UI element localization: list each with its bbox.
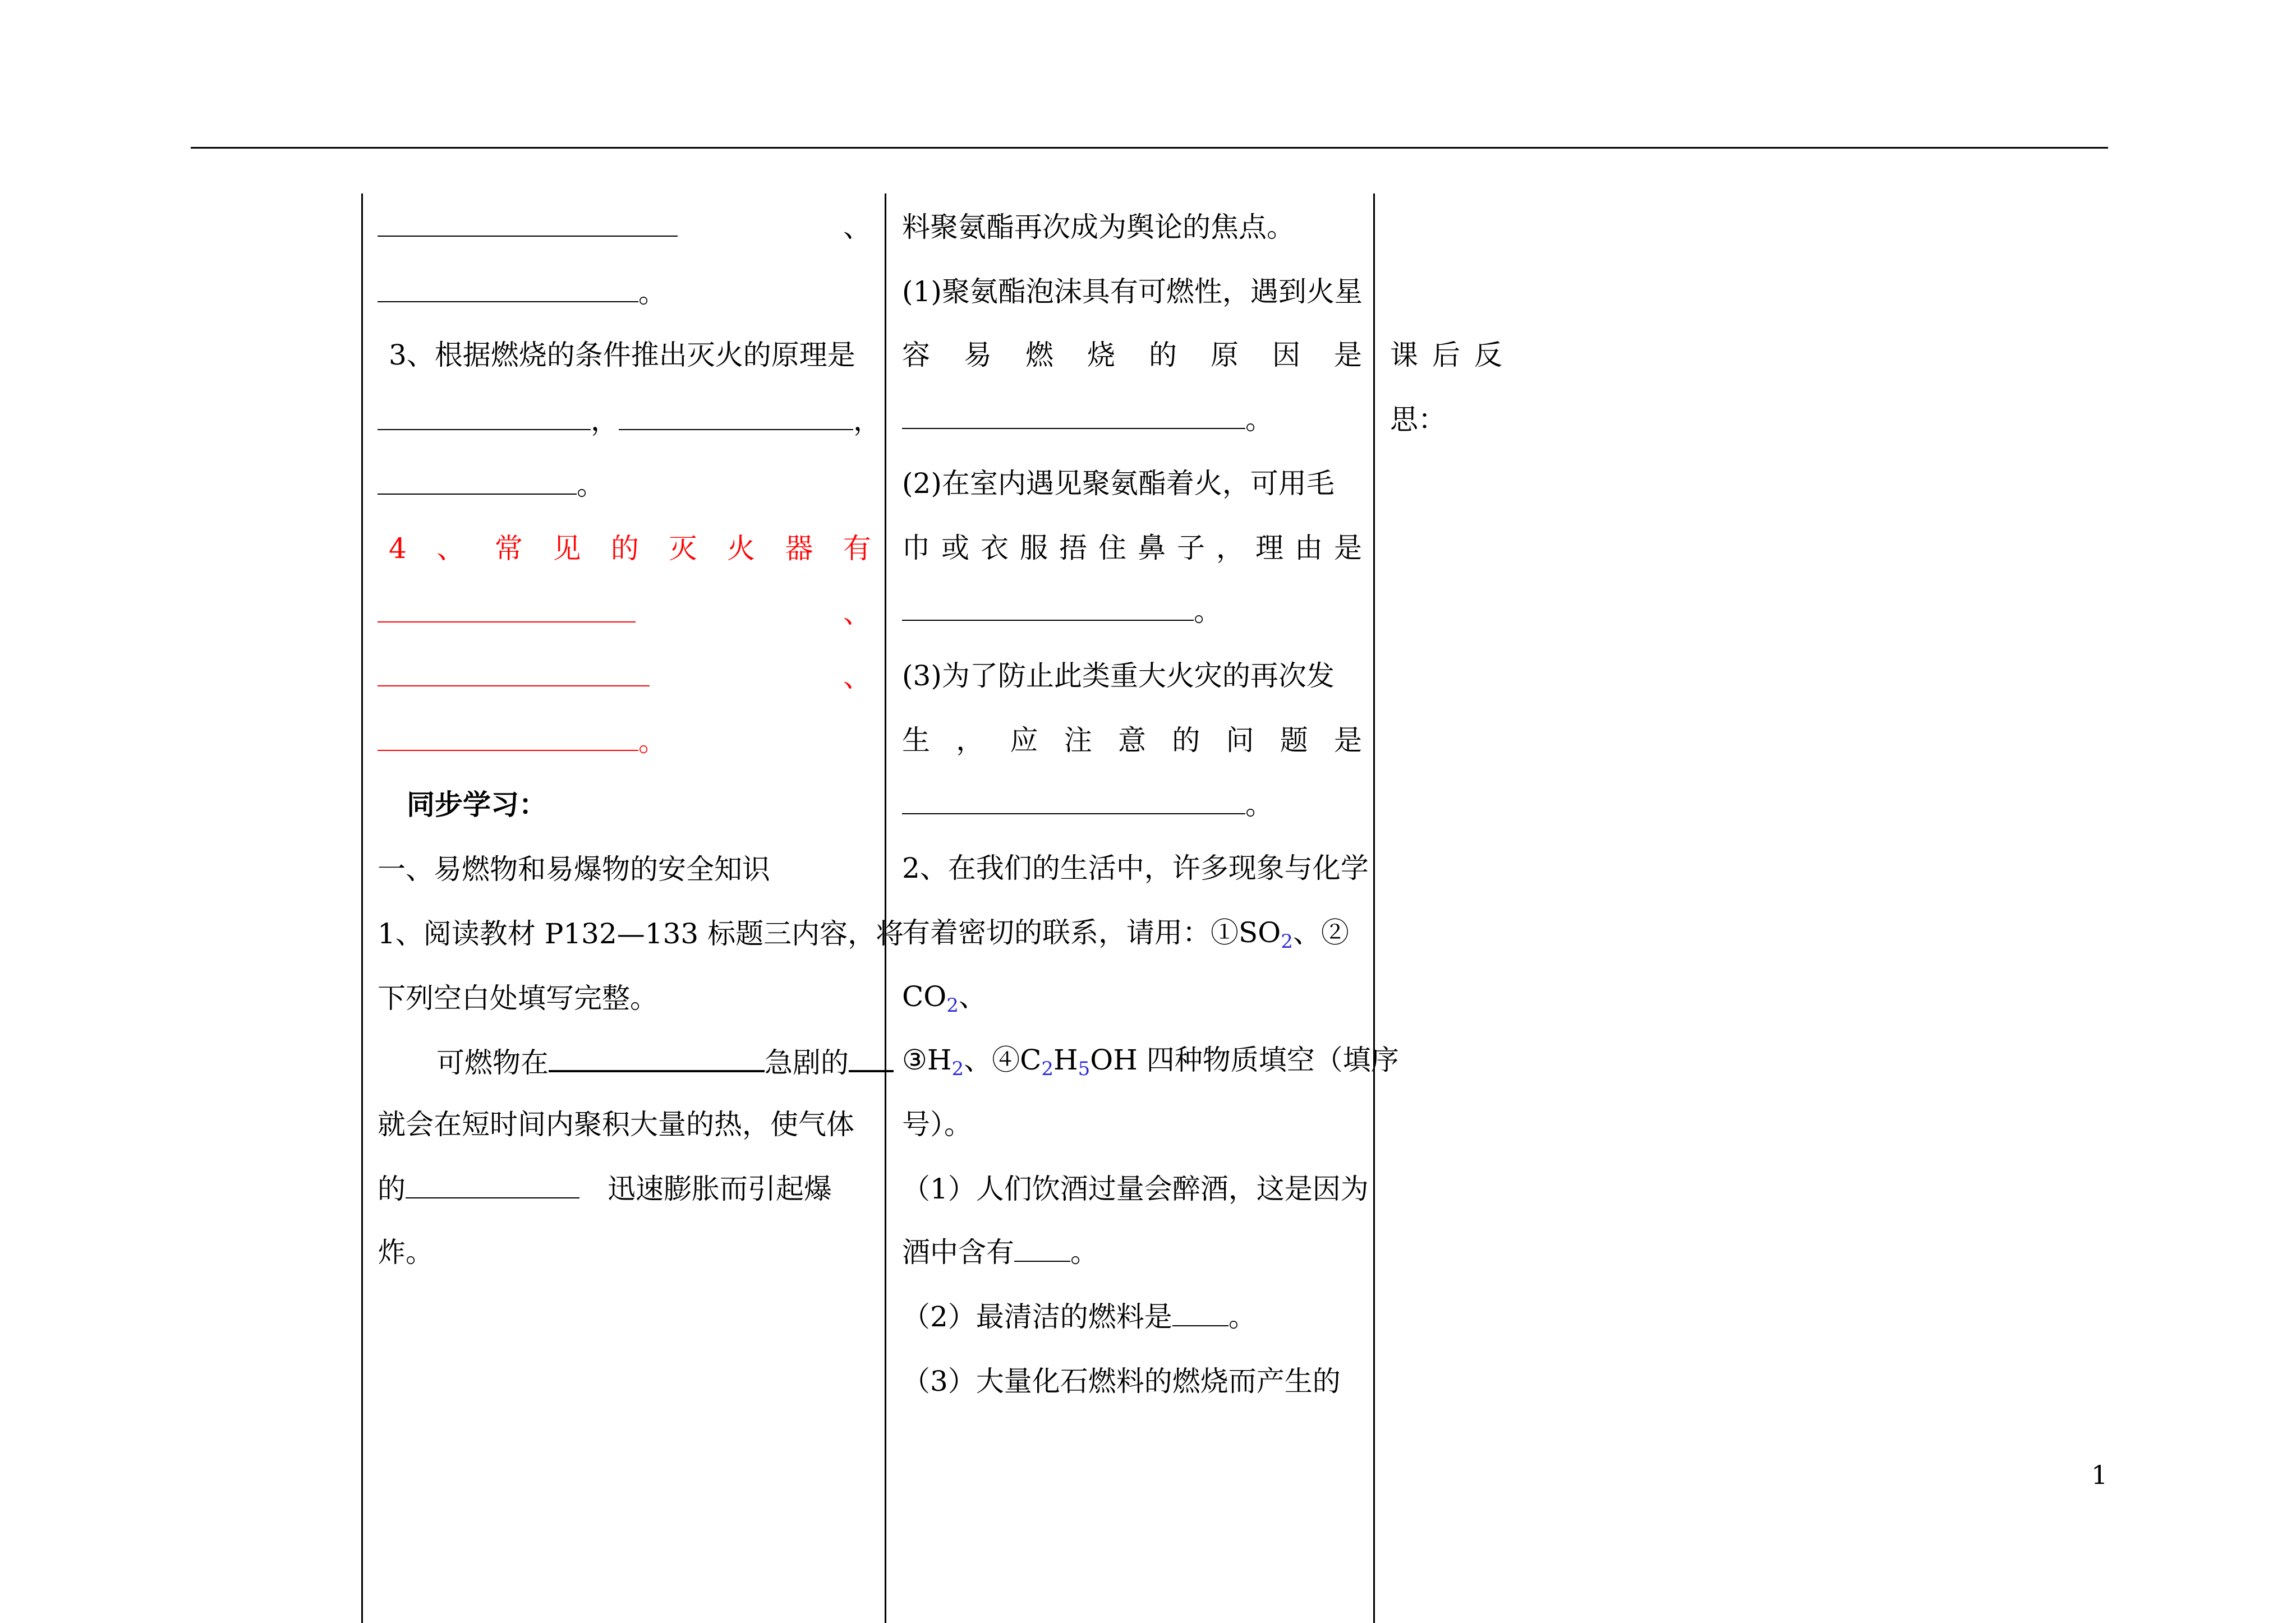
period: 。 xyxy=(638,725,666,758)
part2-line-2 xyxy=(902,913,1349,961)
text: 、② xyxy=(1292,916,1349,949)
extinguisher-answer-2 xyxy=(378,657,871,697)
fill-blank[interactable] xyxy=(902,592,1194,621)
q1-char: 因 xyxy=(1272,339,1300,371)
q3-answer xyxy=(902,785,1273,824)
part2-line-1: 2、在我们的生活中，许多现象与化学 xyxy=(902,852,1369,884)
part2-line-3 xyxy=(902,977,987,1025)
answer-line-4 xyxy=(378,465,605,505)
fill-blank[interactable] xyxy=(378,657,650,686)
reflection-char: 反 xyxy=(1474,339,1502,371)
period: 。 xyxy=(1228,1301,1257,1333)
text: CO xyxy=(902,980,947,1013)
text: 迅速膨胀而引起爆 xyxy=(608,1173,832,1205)
q2-char: 捂 xyxy=(1059,532,1087,564)
q2-char: 住 xyxy=(1098,532,1126,564)
extinguisher-answer-3 xyxy=(378,722,666,761)
sub-question-1-line-2 xyxy=(902,1233,1098,1272)
q3-char: 题 xyxy=(1280,724,1308,757)
separator: 、 xyxy=(843,597,871,629)
header-rule xyxy=(191,147,2108,149)
text: ③H xyxy=(902,1044,952,1076)
separator: 、 xyxy=(843,661,871,693)
q2-char: 或 xyxy=(941,532,969,564)
text: 酒中含有 xyxy=(902,1236,1014,1269)
text: 有着密切的联系，请用：①SO xyxy=(902,916,1281,949)
q4-char: 火 xyxy=(726,532,755,565)
q4-char: 器 xyxy=(785,532,813,565)
q2-line-2 xyxy=(902,528,1362,568)
period: 。 xyxy=(1245,789,1273,821)
column-divider-right xyxy=(1373,193,1375,1623)
q2-char: ， xyxy=(1216,532,1244,564)
q1-line-1: (1)聚氨酯泡沫具有可燃性，遇到火星 xyxy=(902,275,1363,308)
fill-blank[interactable] xyxy=(619,401,853,430)
q4-char: 有 xyxy=(843,532,871,565)
q2-char: 子 xyxy=(1177,532,1205,564)
q2-answer xyxy=(902,592,1222,631)
q1-line-2 xyxy=(902,335,1362,375)
q1-char: 容 xyxy=(902,339,930,371)
paragraph-line-1 xyxy=(436,1042,894,1082)
q4-char: 4 xyxy=(389,532,407,565)
subscript: 2 xyxy=(1041,1058,1053,1080)
question-3: 3、根据燃烧的条件推出灭火的原理是 xyxy=(389,339,855,371)
answer-line-3 xyxy=(378,401,881,440)
q2-char: 衣 xyxy=(981,532,1009,564)
q3-char: 问 xyxy=(1226,724,1254,757)
section-1-heading: 一、易燃物和易爆物的安全知识 xyxy=(378,853,770,886)
fill-blank[interactable] xyxy=(1172,1297,1228,1326)
q4-char: 灭 xyxy=(669,532,697,565)
comma: ， xyxy=(853,404,881,437)
q3-line-1: (3)为了防止此类重大火灾的再次发 xyxy=(902,660,1335,692)
q3-char: 生 xyxy=(902,724,930,757)
subscript: 2 xyxy=(1281,930,1293,953)
q1-char: 燃 xyxy=(1025,339,1053,371)
period: 。 xyxy=(577,469,605,501)
subscript: 2 xyxy=(946,994,959,1017)
sync-study-heading: 同步学习： xyxy=(407,788,547,821)
fill-blank[interactable] xyxy=(902,785,1245,814)
text: 、 xyxy=(958,980,987,1013)
q2-char: 巾 xyxy=(902,532,930,564)
q3-line-2 xyxy=(902,721,1362,760)
reflection-char: 课 xyxy=(1390,339,1418,371)
fill-blank[interactable] xyxy=(1014,1233,1070,1262)
q1-char: 的 xyxy=(1149,339,1177,371)
q1-char: 原 xyxy=(1211,339,1239,371)
sub-question-3: （3）大量化石燃料的燃烧而产生的 xyxy=(902,1365,1341,1398)
q2-line-1: (2)在室内遇见聚氨酯着火，可用毛 xyxy=(902,467,1335,500)
q1-char: 烧 xyxy=(1087,339,1115,371)
sub-question-2 xyxy=(902,1297,1257,1336)
q3-char: 应 xyxy=(1010,724,1038,757)
separator: 、 xyxy=(843,211,871,243)
period: 。 xyxy=(638,276,666,309)
fill-blank[interactable] xyxy=(902,400,1245,429)
q2-char: 是 xyxy=(1334,532,1362,564)
answer-line-2 xyxy=(378,273,666,312)
q2-char: 理 xyxy=(1255,532,1283,564)
fill-blank[interactable] xyxy=(378,465,577,495)
period: 。 xyxy=(1070,1236,1098,1269)
answer-line-1 xyxy=(378,208,871,247)
sub-question-1-line-1: （1）人们饮酒过量会醉酒，这是因为 xyxy=(902,1173,1369,1205)
column-divider-middle xyxy=(885,193,886,1623)
text: OH 四种物质填空（填序 xyxy=(1090,1044,1399,1076)
q4-char: 见 xyxy=(553,532,581,565)
item-1-line-1: 1、阅读教材 P132—133 标题三内容，将 xyxy=(378,917,904,950)
part2-line-4 xyxy=(902,1040,1399,1089)
fill-blank[interactable] xyxy=(378,722,638,751)
q1-char: 是 xyxy=(1334,339,1362,371)
q2-char: 鼻 xyxy=(1138,532,1166,564)
fill-blank[interactable] xyxy=(849,1042,894,1072)
reflection-line-2: 思： xyxy=(1390,403,1446,436)
fill-blank[interactable] xyxy=(549,1042,765,1072)
reflection-char: 后 xyxy=(1432,339,1460,371)
text: 可燃物在 xyxy=(436,1046,549,1079)
text: 急剧的 xyxy=(765,1046,849,1079)
subscript: 2 xyxy=(951,1058,964,1080)
item-1-line-2: 下列空白处填写完整。 xyxy=(378,982,658,1015)
q4-char: 常 xyxy=(494,532,523,565)
comma: ， xyxy=(591,404,619,437)
question-4 xyxy=(389,529,871,568)
q3-char: 的 xyxy=(1172,724,1200,757)
q1-char: 易 xyxy=(964,339,992,371)
part2-line-5: 号）。 xyxy=(902,1108,972,1141)
paragraph-line-3 xyxy=(378,1169,832,1209)
q3-char: 是 xyxy=(1334,724,1362,757)
paragraph-line-4: 炸。 xyxy=(378,1236,434,1269)
fill-blank[interactable] xyxy=(378,401,591,430)
q2-char: 由 xyxy=(1295,532,1323,564)
text: （2）最清洁的燃料是 xyxy=(902,1301,1172,1333)
period: 。 xyxy=(1194,595,1222,628)
fill-blank[interactable] xyxy=(406,1169,579,1198)
page-number: 1 xyxy=(2091,1460,2108,1490)
extinguisher-answer-1 xyxy=(378,593,871,633)
q2-char: 服 xyxy=(1020,532,1048,564)
q3-char: 意 xyxy=(1118,724,1146,757)
fill-blank[interactable] xyxy=(378,208,678,237)
q1-answer xyxy=(902,400,1273,439)
reflection-line-1 xyxy=(1390,335,1502,375)
q4-char: 的 xyxy=(610,532,639,565)
column-divider-left xyxy=(361,193,363,1623)
fill-blank[interactable] xyxy=(378,593,636,623)
period: 。 xyxy=(1245,403,1273,436)
intro-line: 料聚氨酯再次成为舆论的焦点。 xyxy=(902,211,1295,243)
text: 的 xyxy=(378,1173,406,1205)
text: H xyxy=(1053,1044,1078,1076)
q3-char: 注 xyxy=(1064,724,1092,757)
fill-blank[interactable] xyxy=(378,273,638,302)
text: 、④C xyxy=(964,1044,1042,1076)
q3-char: ， xyxy=(956,724,984,757)
q4-char: 、 xyxy=(436,532,465,565)
paragraph-line-2: 就会在短时间内聚积大量的热，使气体 xyxy=(378,1108,854,1141)
subscript: 5 xyxy=(1078,1058,1091,1080)
